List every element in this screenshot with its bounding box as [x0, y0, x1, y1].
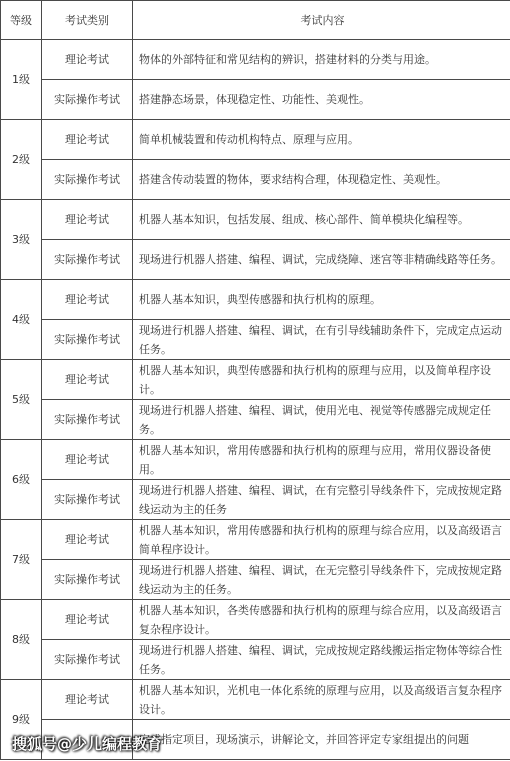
exam-content-cell: 现场进行机器人搭建、编程、调试，在有完整引导线条件下，完成按规定路线运动为主的任务	[133, 480, 510, 520]
table-row	[1, 200, 510, 240]
exam-type-cell: 理论考试	[42, 120, 133, 160]
exam-type-cell: 实际操作考试	[42, 240, 133, 280]
exam-type-cell: 实际操作考试	[42, 640, 133, 680]
table-row	[1, 80, 510, 120]
watermark: 搜狐号@少儿编程教育	[12, 735, 163, 753]
exam-type-cell: 实际操作考试	[42, 400, 133, 440]
exam-content-cell: 机器人基本知识，常用传感器和执行机构的原理与应用，常用仪器设备使用。	[133, 440, 510, 480]
exam-type-cell: 实际操作考试	[42, 80, 133, 120]
level-cell: 5级	[1, 360, 42, 440]
level-cell: 3级	[1, 200, 42, 280]
exam-content-cell: 搭建含传动装置的物体，要求结构合理，体现稳定性、美观性。	[133, 160, 510, 200]
table-header-row	[1, 1, 510, 40]
level-cell: 4级	[1, 280, 42, 360]
exam-content-cell: 完成指定项目，现场演示，讲解论文，并回答评定专家组提出的问题	[133, 720, 510, 760]
exam-type-cell: 实际操作考试	[42, 480, 133, 520]
level-cell: 1级	[1, 40, 42, 120]
table-row	[1, 680, 510, 720]
level-cell: 7级	[1, 520, 42, 600]
exam-content-cell: 现场进行机器人搭建、编程、调试，在无完整引导线条件下，完成按规定路线运动为主的任务。	[133, 560, 510, 600]
table-row	[1, 240, 510, 280]
exam-content-cell: 机器人基本知识，光机电一体化系统的原理与应用，以及高级语言复杂程序设计。	[133, 680, 510, 720]
header-level: 等级	[1, 1, 42, 40]
exam-type-cell: 理论考试	[42, 680, 133, 720]
table-row	[1, 520, 510, 560]
level-cell: 6级	[1, 440, 42, 520]
table-row	[1, 120, 510, 160]
exam-type-cell: 实际操作考试	[42, 160, 133, 200]
table-row	[1, 280, 510, 320]
exam-content-cell: 机器人基本知识，典型传感器和执行机构的原理。	[133, 280, 510, 320]
table-row	[1, 480, 510, 520]
exam-type-cell: 理论考试	[42, 280, 133, 320]
level-cell: 9级	[1, 680, 42, 760]
table-row	[1, 640, 510, 680]
exam-content-cell: 机器人基本知识，各类传感器和执行机构的原理与综合应用，以及高级语言复杂程序设计。	[133, 600, 510, 640]
exam-type-cell: 理论考试	[42, 520, 133, 560]
exam-type-cell: 实际操作考试	[42, 560, 133, 600]
exam-content-cell: 现场进行机器人搭建、编程、调试，使用光电、视觉等传感器完成规定任务。	[133, 400, 510, 440]
exam-type-cell: 实际操作考试	[42, 320, 133, 360]
table-body	[1, 40, 510, 760]
exam-content-cell: 简单机械装置和传动机构特点、原理与应用。	[133, 120, 510, 160]
exam-type-cell: 理论考试	[42, 40, 133, 80]
exam-content-cell: 机器人基本知识，典型传感器和执行机构的原理与应用，以及简单程序设计。	[133, 360, 510, 400]
exam-content-cell: 机器人基本知识，包括发展、组成、核心部件、简单模块化编程等。	[133, 200, 510, 240]
exam-content-cell: 搭建静态场景，体现稳定性、功能性、美观性。	[133, 80, 510, 120]
table-row	[1, 600, 510, 640]
exam-content-cell: 物体的外部特征和常见结构的辨识，搭建材料的分类与用途。	[133, 40, 510, 80]
header-content: 考试内容	[133, 1, 510, 40]
table-row	[1, 440, 510, 480]
exam-content-cell: 机器人基本知识，常用传感器和执行机构的原理与综合应用，以及高级语言简单程序设计。	[133, 520, 510, 560]
header-type: 考试类别	[42, 1, 133, 40]
table-row	[1, 560, 510, 600]
exam-type-cell: 理论考试	[42, 200, 133, 240]
exam-content-cell: 现场进行机器人搭建、编程、调试，在有引导线辅助条件下，完成定点运动任务。	[133, 320, 510, 360]
table-row	[1, 40, 510, 80]
table-row	[1, 400, 510, 440]
table-row	[1, 360, 510, 400]
exam-type-cell: 理论考试	[42, 360, 133, 400]
exam-content-cell: 现场进行机器人搭建、编程、调试，完成绕障、迷宫等非精确线路等任务。	[133, 240, 510, 280]
level-cell: 2级	[1, 120, 42, 200]
exam-content-cell: 现场进行机器人搭建、编程、调试，完成按规定路线搬运指定物体等综合性任务。	[133, 640, 510, 680]
exam-type-cell: 理论考试	[42, 600, 133, 640]
exam-type-cell: 理论考试	[42, 440, 133, 480]
table-row	[1, 320, 510, 360]
table-row	[1, 160, 510, 200]
level-cell: 8级	[1, 600, 42, 680]
